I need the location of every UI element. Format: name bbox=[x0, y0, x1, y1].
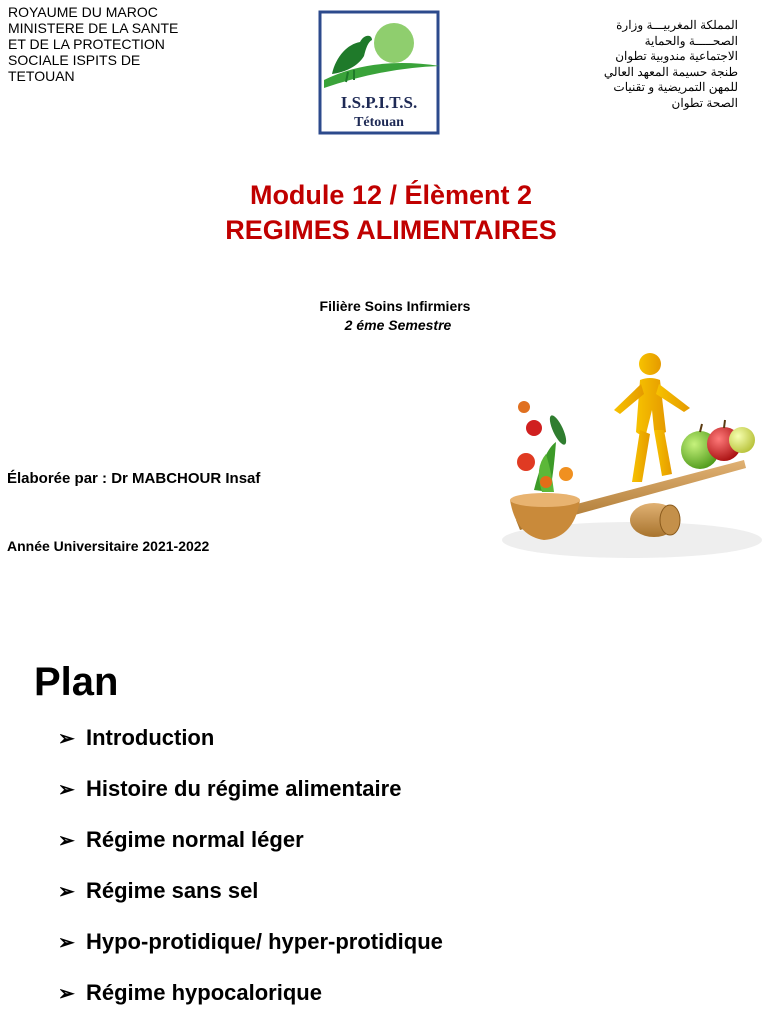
header-right-line: الصحة تطوان bbox=[671, 95, 738, 110]
semestre-label: 2 éme Semestre bbox=[344, 317, 452, 333]
header-left-institution bbox=[8, 4, 248, 84]
author-line: Élaborée par : Dr MABCHOUR Insaf bbox=[7, 470, 261, 487]
header-right-line: طنجة حسيمة المعهد العالي bbox=[603, 64, 738, 79]
header-left-line: ET DE LA PROTECTION bbox=[8, 36, 165, 52]
plan-item bbox=[58, 776, 401, 806]
header-right-line: الاجتماعية مندوبية تطوان bbox=[615, 49, 738, 63]
header-right-institution-arabic bbox=[560, 18, 738, 111]
plan-item-label: Introduction bbox=[86, 725, 215, 750]
header-left-line: ROYAUME DU MAROC bbox=[8, 4, 158, 20]
filiere-label: Filière Soins Infirmiers bbox=[319, 298, 471, 314]
plan-item bbox=[58, 878, 258, 908]
header-left-line: MINISTERE DE LA SANTE bbox=[8, 20, 179, 36]
plan-title: Plan bbox=[34, 660, 119, 704]
plan-item bbox=[58, 980, 322, 1010]
bullet-arrow-icon: ➢ bbox=[58, 728, 75, 750]
plan-item bbox=[58, 827, 304, 857]
logo-city: Tétouan bbox=[354, 115, 404, 130]
academic-year: Année Universitaire 2021-2022 bbox=[7, 538, 210, 554]
bullet-arrow-icon: ➢ bbox=[58, 830, 75, 852]
plan-item bbox=[58, 929, 443, 959]
diet-balance-illustration bbox=[494, 350, 768, 576]
plan-item-label: Hypo-protidique/ hyper-protidique bbox=[86, 929, 443, 954]
course-title: REGIMES ALIMENTAIRES bbox=[225, 215, 557, 245]
plan-item-label: Régime sans sel bbox=[86, 878, 259, 903]
bullet-arrow-icon: ➢ bbox=[58, 779, 75, 801]
header-right-line: المملكة المغربيـــة وزارة bbox=[616, 18, 738, 32]
header-left-line: SOCIALE ISPITS DE bbox=[8, 52, 141, 68]
header-right-line: للمهن التمريضية و تقنيات bbox=[613, 80, 738, 94]
bullet-arrow-icon: ➢ bbox=[58, 881, 75, 903]
plan-item-label: Régime hypocalorique bbox=[86, 980, 322, 1005]
header-left-line: TETOUAN bbox=[8, 68, 75, 84]
bullet-arrow-icon: ➢ bbox=[58, 932, 75, 954]
plan-item-label: Histoire du régime alimentaire bbox=[86, 776, 402, 801]
header-right-line: الصحـــــة والحماية bbox=[644, 33, 738, 48]
ispits-logo bbox=[312, 8, 446, 138]
plan-item-label: Régime normal léger bbox=[86, 827, 304, 852]
logo-name: I.S.P.I.T.S. bbox=[340, 93, 418, 112]
plan-item bbox=[58, 725, 214, 755]
module-title: Module 12 / Élèment 2 bbox=[249, 180, 533, 210]
bullet-arrow-icon: ➢ bbox=[58, 983, 75, 1005]
